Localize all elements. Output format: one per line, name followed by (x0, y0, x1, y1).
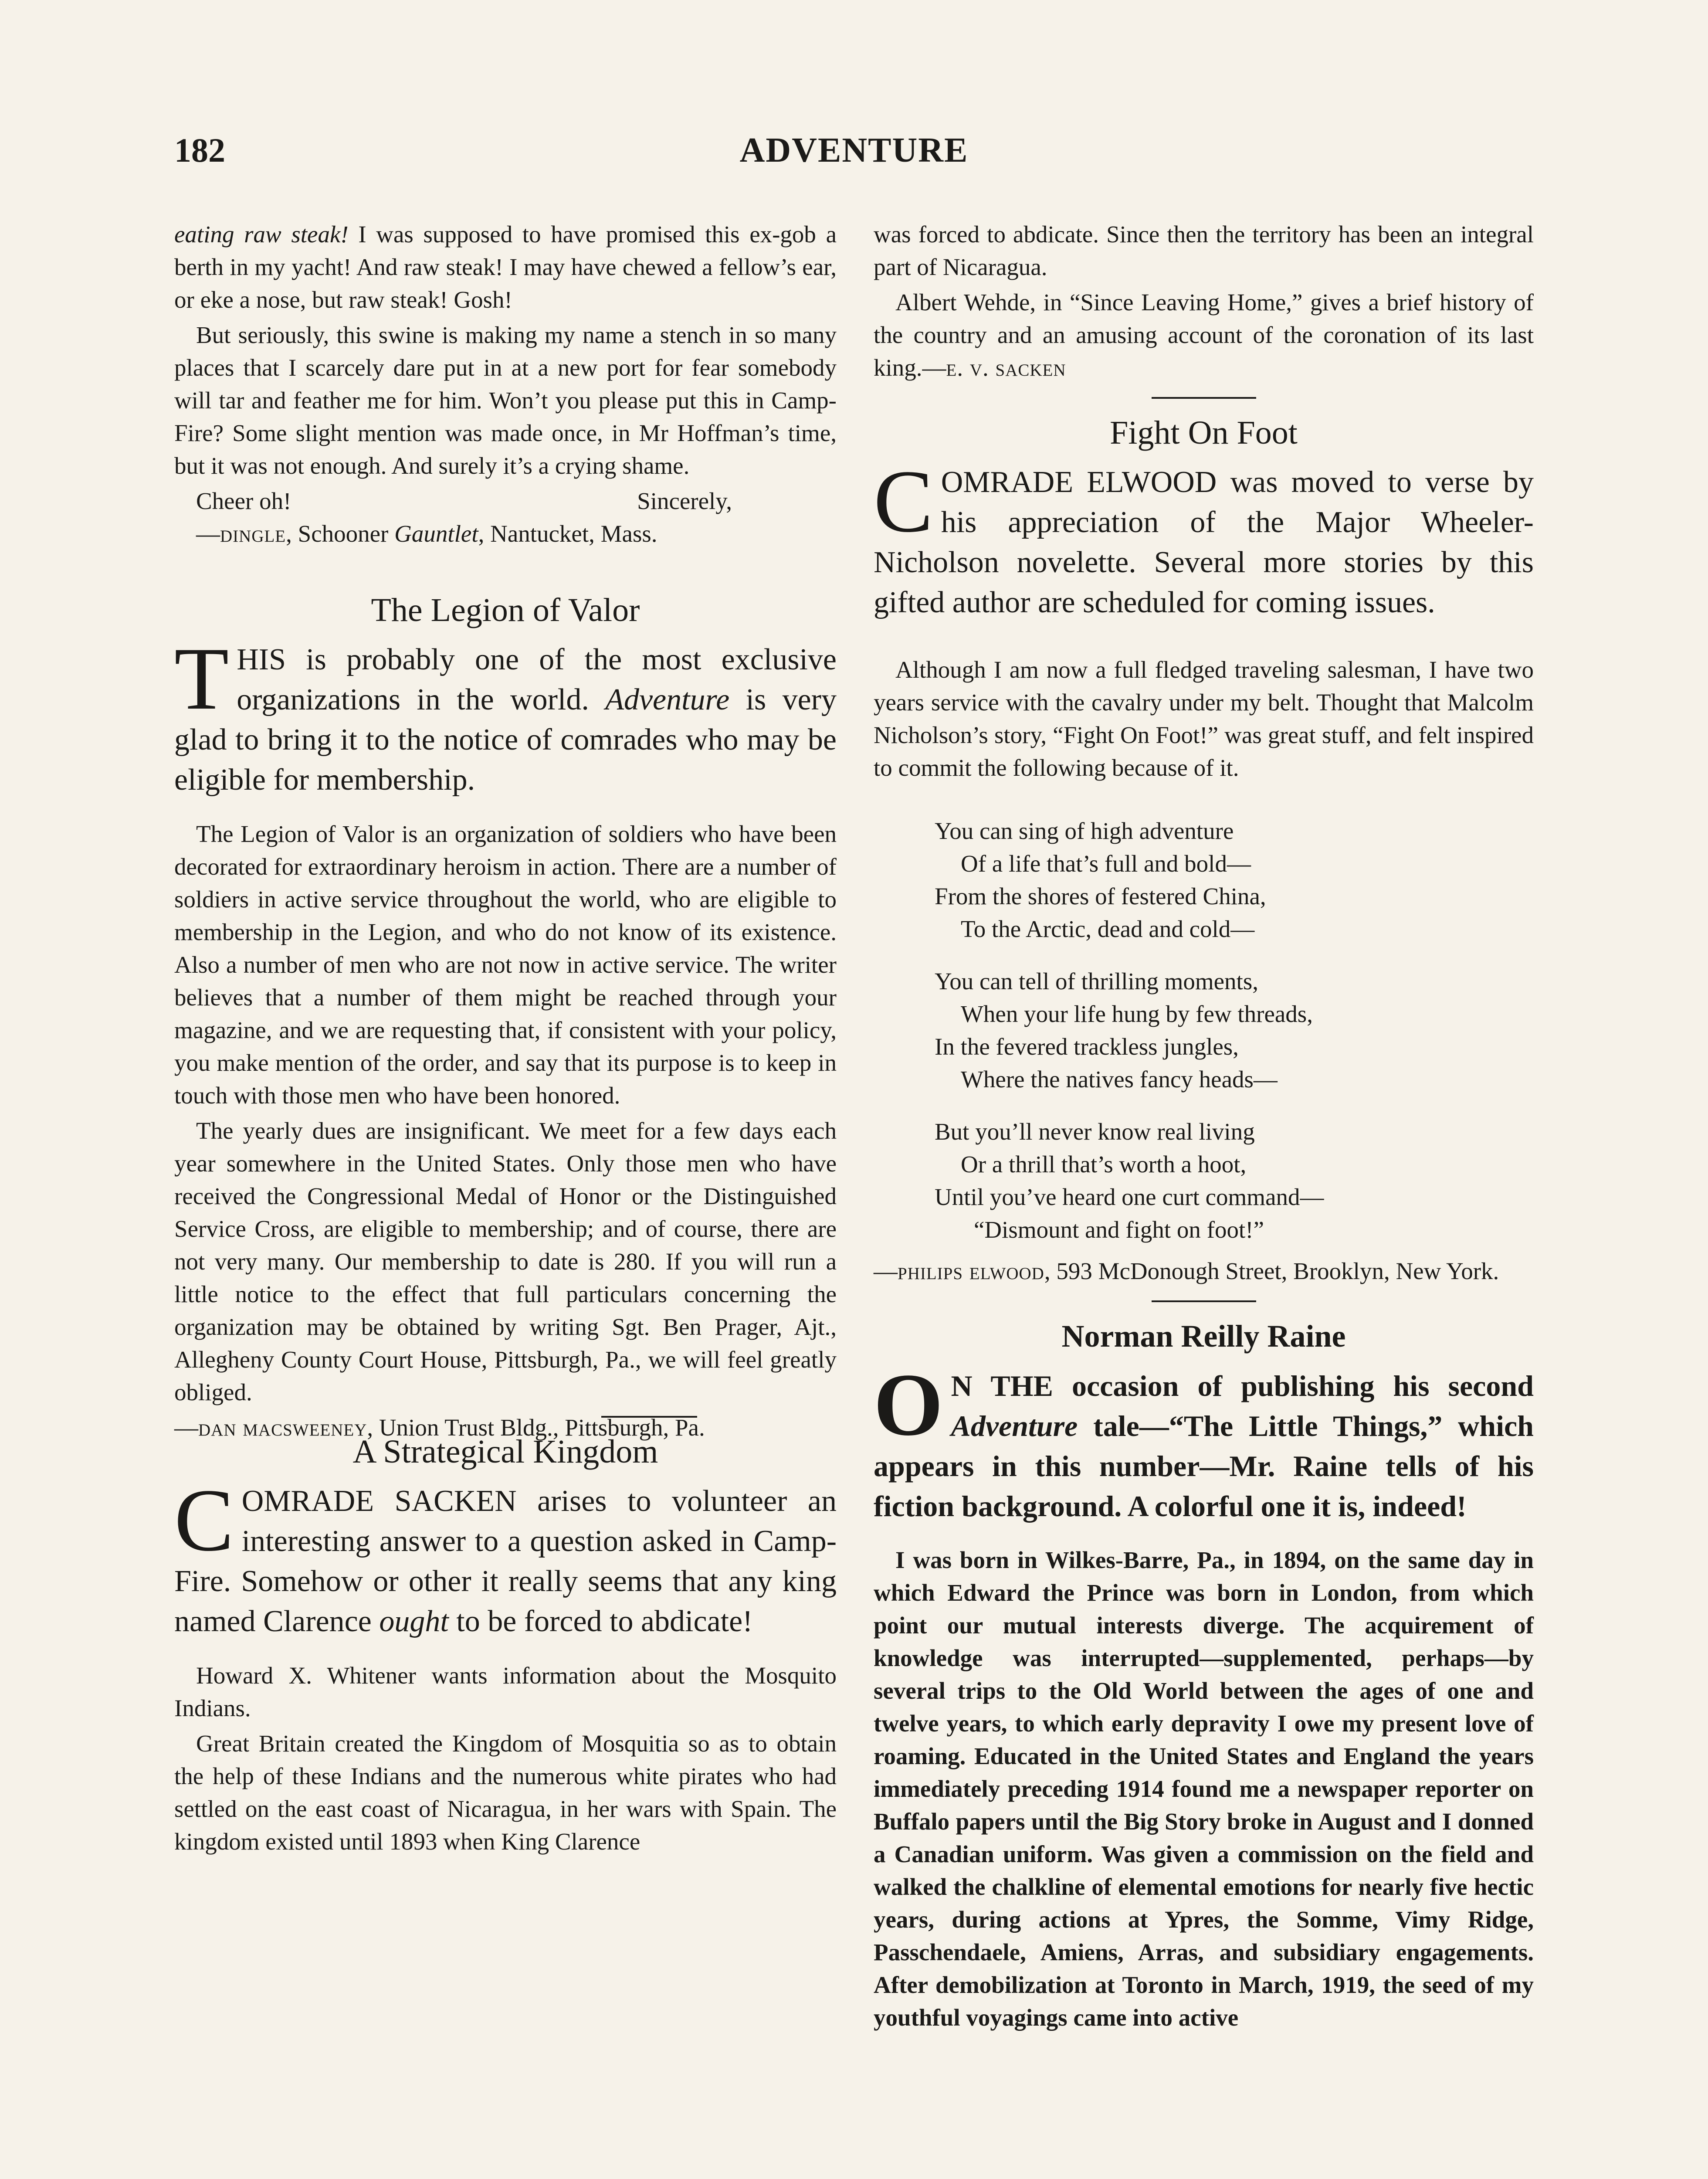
fight-paragraph-1: Although I am now a full fledged traveling salesman, I have two years service with the cavalry under my belt. Thought that Malcolm Nicholson’s story, “Fight On Foot!” was great stuff, and felt inspired to commit the following because of it. (874, 656, 1534, 781)
signature-name: dan macsweeney (198, 1414, 367, 1441)
kingdom-intro-text: OMRADE SACKEN arises to volunteer an interesting answer to a question asked in Camp-Fire. Somehow or other it really seems that any king named Clarence (174, 1484, 837, 1638)
section-divider (1152, 1300, 1256, 1302)
poem-stanza-3 (874, 1115, 1534, 1246)
cheer-text: Cheer oh! (196, 488, 291, 514)
poem-line: To the Arctic, dead and cold— (961, 916, 1255, 942)
italic-word: ought (379, 1605, 449, 1638)
signature-place: , 593 McDonough Street, Brooklyn, New York. (1044, 1258, 1499, 1284)
signature-dash: — (922, 354, 946, 381)
raine-intro-text-2: tale—“The Little Things,” which appears in this number—Mr. Raine tells of his fiction background. A colorful one it is, indeed! (874, 1409, 1534, 1523)
drop-cap: C (174, 1471, 234, 1570)
kingdom-intro-text-2: to be forced to abdicate! (448, 1605, 753, 1638)
dingle-signoff (174, 485, 837, 517)
right-column (874, 218, 1534, 2036)
drop-cap: C (874, 452, 933, 551)
poem-stanza-2 (874, 965, 1534, 1096)
raine-intro-text: N THE occasion of publishing his second (951, 1369, 1534, 1402)
sincerely-text: Sincerely, (637, 488, 732, 514)
raine-paragraph-1: I was born in Wilkes-Barre, Pa., in 1894, on the same day in which Edward the Prince was born in London, from which point our mutual interests diverge. The acquirement of knowledge was interrupted—supplemented, perhaps—by several trips to the Old World between the ages of one and twelve years, to which early depravity I owe my present love of roaming. Educated in the United States and England the years immediately preceding 1914 found me a newspaper reporter on Buffalo papers until the Big Story broke in August and I donned a Canadian uniform. Was given a commission on the field and walked the chalkline of elemental emotions for nearly five hectic years, during actions at Ypres, the Somme, Vimy Ridge, Passchendaele, Amiens, Arras, and subsidiary engagements. After demobilization at Toronto in March, 1919, the seed of my youthful voyagings came into active (874, 1547, 1534, 2031)
raine-intro (874, 1355, 1534, 1526)
fight-signature (874, 1255, 1534, 1287)
poem-line: Until you’ve heard one curt command— (935, 1184, 1324, 1210)
poem-line: In the fevered trackless jungles, (935, 1033, 1239, 1060)
dingle-letter-paragraph (174, 218, 837, 316)
poem-line: From the shores of festered China, (935, 883, 1266, 910)
legion-intro-text: HIS is probably one of the most exclusive organizations in the world. (237, 643, 837, 716)
legion-paragraph-2: The yearly dues are insignificant. We meet for a few days each year somewhere in the United States. Only those men who have received the Congressional Medal of Honor or the Distinguished Service Cross, are eligible to membership; and of course, there are not very many. Our membership to date is 280. If you will run a little notice to the effect that full particulars concerning the organization may be obtained by writing Sgt. Ben Prager, Ajt., Allegheny County Court House, Pittsburgh, Pa., we will feel greatly obliged. (174, 1117, 837, 1405)
signature-name: philips elwood (898, 1258, 1044, 1284)
left-column (174, 218, 837, 1860)
poem-line: Where the natives fancy heads— (961, 1066, 1278, 1093)
legion-heading: The Legion of Valor (371, 592, 640, 628)
fight-intro (874, 452, 1534, 623)
poem (874, 815, 1534, 1246)
poem-stanza-1 (874, 815, 1534, 945)
legion-intro-text-2: is very glad to bring it to the notice of comrades who may be eligible for membership. (174, 683, 837, 797)
poem-line: You can tell of thrilling moments, (935, 968, 1258, 994)
kingdom-paragraph-3-text: Albert Wehde, in “Since Leaving Home,” gives a brief history of the country and an amusing account of the coronation of its last king. (874, 289, 1534, 381)
fight-intro-text: OMRADE ELWOOD was moved to verse by his appreciation of the Major Wheeler-Nicholson novelette. Several more stories by this gifted author are scheduled for coming issues. (874, 465, 1534, 619)
running-head (174, 131, 1534, 183)
dingle-letter-paragraph-2: But seriously, this swine is making my name a stench in so many places that I scarcely dare put in at a new port for fear somebody will tar and feather me for him. Won’t you please put this in Camp-Fire? Some slight mention was made once, in Mr Hoffman’s time, but it was not enough. And surely it’s a crying shame. (174, 322, 837, 479)
poem-line: You can sing of high adventure (935, 818, 1234, 844)
drop-cap: O (874, 1355, 943, 1454)
signature-dash: — (874, 1258, 898, 1284)
section-divider (1152, 397, 1256, 399)
poem-line: But you’ll never know real living (935, 1118, 1255, 1145)
legion-intro (174, 629, 837, 800)
raine-heading: Norman Reilly Raine (1061, 1319, 1346, 1354)
signature-place-2: , Nantucket, Mass. (478, 520, 657, 547)
kingdom-heading: A Strategical Kingdom (352, 1433, 658, 1470)
dingle-paragraph-text: I was supposed to have promised this ex-gob a berth in my yacht! And raw steak! I may have chewed a fellow’s ear, or eke a nose, but raw steak! Gosh! (174, 221, 837, 313)
page-number: 182 (174, 131, 225, 169)
poem-line: “Dismount and fight on foot!” (974, 1216, 1264, 1243)
signature-name: dingle (220, 520, 286, 547)
poem-line: Or a thrill that’s worth a hoot, (961, 1151, 1247, 1178)
magazine-name-italic: Adventure (605, 683, 730, 716)
magazine-name-italic: Adventure (951, 1409, 1078, 1442)
signature-place: , Schooner (286, 520, 395, 547)
ship-name: Gauntlet (394, 520, 478, 547)
magazine-title: ADVENTURE (739, 131, 969, 170)
kingdom-paragraph-3 (874, 286, 1534, 384)
fight-heading: Fight On Foot (1110, 414, 1298, 451)
kingdom-intro (174, 1471, 837, 1642)
poem-line: When your life hung by few threads, (961, 1001, 1313, 1027)
kingdom-paragraph-1: Howard X. Whitener wants information about the Mosquito Indians. (174, 1662, 837, 1721)
kingdom-paragraph-2: Great Britain created the Kingdom of Mosquitia so as to obtain the help of these Indians and the numerous white pirates who had settled on the east coast of Nicaragua, in her wars with Spain. The kingdom existed until 1893 when King Clarence (174, 1730, 837, 1855)
dingle-signature (174, 517, 837, 550)
signature-dash: — (196, 520, 220, 547)
kingdom-continuation: was forced to abdicate. Since then the territory has been an integral part of Nicaragua. (874, 221, 1534, 280)
drop-cap: T (174, 629, 229, 728)
signature-dash: — (174, 1414, 198, 1441)
signature-place: , Union Trust Bldg., Pittsburgh, Pa. (367, 1414, 705, 1441)
poem-line: Of a life that’s full and bold— (961, 850, 1251, 877)
legion-paragraph-1: The Legion of Valor is an organization of soldiers who have been decorated for extraordinary heroism in action. There are a number of soldiers in active service throughout the world, who are eligible to membership in the Legion, and who do not know of its existence. Also a number of men who are not now in active service. The writer believes that a number of them might be reached through your magazine, and we are requesting that, if consistent with your policy, you make mention of the order, and say that its purpose is to keep in touch with those men who have been honored. (174, 821, 837, 1109)
dingle-italic-lead: eating raw steak! (174, 221, 349, 248)
signature-name: e. v. sacken (946, 354, 1066, 381)
